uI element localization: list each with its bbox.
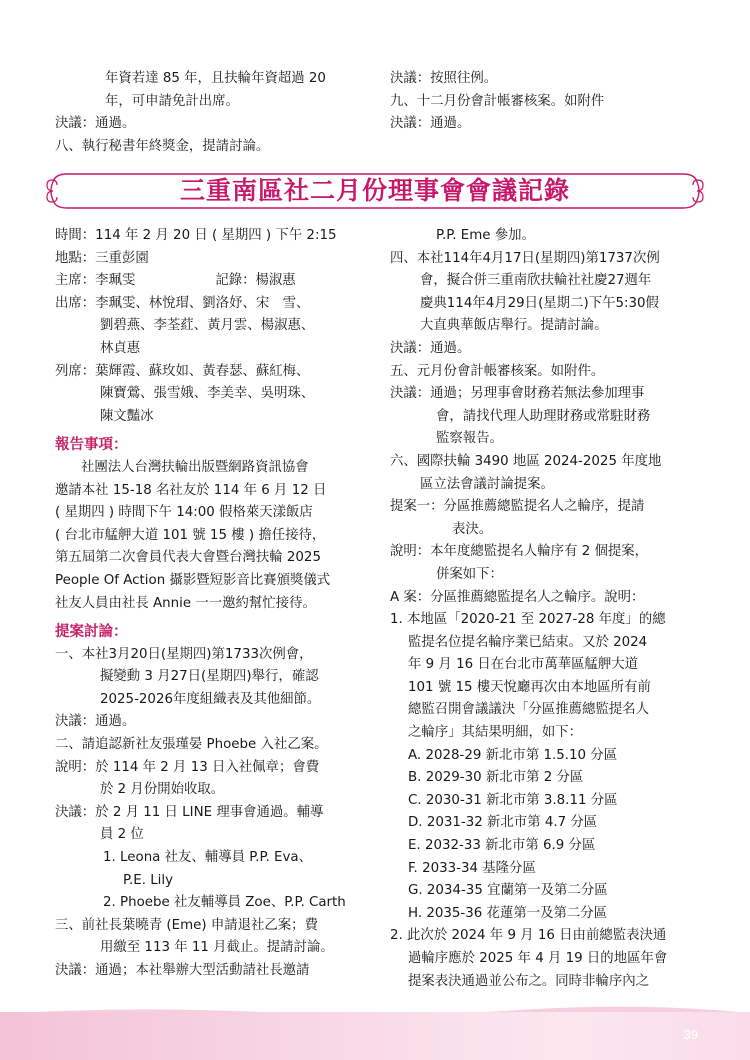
report-text: 社團法人台灣扶輪出版暨網路資訊協會 (81, 459, 309, 475)
page-footer-band (0, 1012, 750, 1060)
list-item: F. 2033-34 基隆分區 (408, 860, 536, 876)
list-item: P.E. Lily (123, 872, 174, 888)
explanation-line: 說明：於 114 年 2 月 13 日入社佩章；會費 (55, 759, 320, 775)
agenda-item-cont: 2025-2026年度組織表及其他細節。 (100, 691, 321, 707)
resolution-line: 決議：通過。 (390, 340, 471, 356)
list-item: C. 2030-31 新北市第 3.8.11 分區 (408, 792, 618, 808)
top-left-column (55, 68, 375, 158)
resolution-line: 決議：通過。 (55, 116, 136, 132)
resolution-line: 決議：於 2 月 11 日 LINE 理事會通過。輔導 (55, 804, 324, 820)
report-text: People Of Action 攝影暨短影音比賽頒獎儀式 (55, 572, 331, 588)
report-text: 邀請本社 15-18 名社友於 114 年 6 月 12 日 (55, 482, 327, 498)
agenda-item: 六、國際扶輪 3490 地區 2024-2025 年度地 (390, 453, 662, 469)
title-banner (45, 170, 705, 212)
report-text: ( 台北市艋舺大道 101 號 15 樓 ) 擔任接待， (55, 527, 326, 543)
observers-line: 陳文豔冰 (100, 408, 154, 424)
meeting-chair: 主席：李珮雯 (55, 273, 136, 289)
resolution-line: 員 2 位 (100, 827, 144, 843)
agenda-item: 八、執行秘書年終獎金，提請討論。 (55, 138, 270, 154)
agenda-item: 一、本社3月20日(星期四)第1733次例會， (55, 646, 313, 662)
list-item: A. 2028-29 新北市第 1.5.10 分區 (408, 747, 618, 763)
resolution-line: 決議：通過；本社舉辦大型活動請社長邀請 (55, 963, 310, 978)
chair-recorder-line (55, 270, 375, 293)
resolution-line: 決議：按照往例。 (390, 71, 498, 86)
list-item: E. 2032-33 新北市第 6.9 分區 (408, 838, 596, 854)
resolution-line: 會，請找代理人助理財務或常駐財務 (436, 408, 651, 424)
list-item: B. 2029-30 新北市第 2 分區 (408, 770, 584, 786)
agenda-item-cont: 會，擬合併三重南欣扶輪社社慶27週年 (420, 273, 652, 289)
agenda-item: 二、請追認新社友張瑾晏 Phoebe 入社乙案。 (55, 737, 328, 753)
explanation-line: 說明：本年度總監提名人輪序有 2 個提案， (390, 544, 649, 560)
proposal-line: 表決。 (452, 521, 493, 537)
numbered-item-cont: 101 號 15 樓天悅廳再次由本地區所有前 (408, 679, 651, 695)
page-title: 三重南區社二月份理事會會議記錄 (179, 176, 570, 205)
right-column (390, 225, 710, 993)
list-item: G. 2034-35 宜蘭第一及第二分區 (408, 883, 608, 899)
explanation-line: 於 2 月份開始收取。 (100, 782, 225, 798)
agenda-item: 三、前社長葉曉青 (Eme) 申請退社乙案；費 (55, 917, 318, 933)
observers-line: 陳寶鶯、張雪娥、李美幸、吳明珠、 (100, 386, 315, 402)
text-line: 年資若達 85 年，且扶輪年資超過 20 (105, 71, 326, 86)
page-number: 39 (683, 1027, 698, 1042)
explanation-line: 併案如下： (436, 566, 503, 582)
agenda-item-cont: 擬變動 3 月27日(星期四)舉行，確認 (100, 669, 319, 685)
meeting-time: 時間：114 年 2 月 20 日 ( 星期四 ) 下午 2:15 (55, 228, 337, 243)
list-item: 1. Leona 社友、輔導員 P.P. Eva、 (103, 850, 312, 866)
text-line: 年，可申請免計出席。 (105, 93, 239, 109)
numbered-item-cont: 之輪序」其結果明細，如下： (408, 725, 583, 741)
list-item: 2. Phoebe 社友輔導員 Zoe、P.P. Carth (103, 895, 346, 911)
agenda-item-cont: 用繳至 113 年 11 月截止。提請討論。 (100, 940, 334, 956)
numbered-item-cont: 總監召開會議議決「分區推薦總監提名人 (408, 702, 650, 718)
attendees-line: 林貞惠 (100, 340, 141, 356)
agenda-item-cont: 慶典114年4月29日(星期二)下午5:30假 (420, 295, 659, 311)
agenda-item: 四、本社114年4月17日(星期四)第1737次例 (390, 250, 660, 266)
list-item: H. 2035-36 花蓮第一及第二分區 (408, 905, 608, 921)
report-text: 第五屆第二次會員代表大會暨台灣扶輪 2025 (55, 550, 321, 566)
case-line: A 案：分區推薦總監提名人之輪序。說明： (390, 589, 645, 605)
resolution-line: 決議：通過。 (55, 714, 136, 730)
proposal-line: 提案一：分區推薦總監提名人之輪序，提請 (390, 499, 645, 515)
agenda-item: 九、十二月份會計帳審核案。如附件 (390, 93, 605, 109)
meeting-place: 地點：三重彭園 (55, 250, 149, 266)
text-line: P.P. Eme 參加。 (436, 228, 535, 243)
numbered-item: 1. 本地區「2020-21 至 2027-28 年度」的總 (390, 612, 666, 628)
top-right-column (390, 68, 710, 136)
numbered-item-cont: 監提名位提名輪序業已結束。又於 2024 (408, 634, 648, 650)
numbered-item-cont: 提案表決通過並公布之。同時非輪序內之 (408, 973, 650, 989)
attendees-line: 出席：李珮雯、林悅瑁、劉洛妤、宋 雪、 (55, 295, 310, 311)
meeting-recorder: 記錄：楊淑惠 (215, 273, 296, 289)
list-item: D. 2031-32 新北市第 4.7 分區 (408, 815, 598, 831)
attendees-line: 劉碧燕、李荃葒、黃月雲、楊淑惠、 (100, 318, 315, 334)
left-column (55, 225, 375, 983)
numbered-item: 2. 此次於 2024 年 9 月 16 日由前總監表決通 (390, 928, 667, 944)
resolution-line: 監察報告。 (436, 431, 503, 447)
agenda-item-cont: 大直典華飯店舉行。提請討論。 (420, 318, 608, 334)
agenda-item-cont: 區立法會議討論提案。 (420, 476, 554, 492)
report-heading: 報告事項： (55, 437, 128, 454)
numbered-item-cont: 年 9 月 16 日在台北市萬華區艋舺大道 (408, 657, 639, 673)
numbered-item-cont: 過輪序應於 2025 年 4 月 19 日的地區年會 (408, 951, 668, 966)
resolution-line: 決議：通過；另理事會財務若無法參加理事 (390, 386, 645, 402)
observers-line: 列席：葉輝霞、蘇玫如、黃春瑟、蘇紅梅、 (55, 363, 310, 379)
resolution-line: 決議：通過。 (390, 116, 471, 132)
report-text: 社友人員由社長 Annie 一一邀約幫忙接待。 (55, 595, 316, 611)
report-text: ( 星期四 ) 時間下午 14:00 假格萊天漾飯店 (55, 505, 313, 521)
agenda-item: 五、元月份會計帳審核案。如附件。 (390, 363, 605, 379)
proposal-heading: 提案討論： (55, 624, 128, 641)
